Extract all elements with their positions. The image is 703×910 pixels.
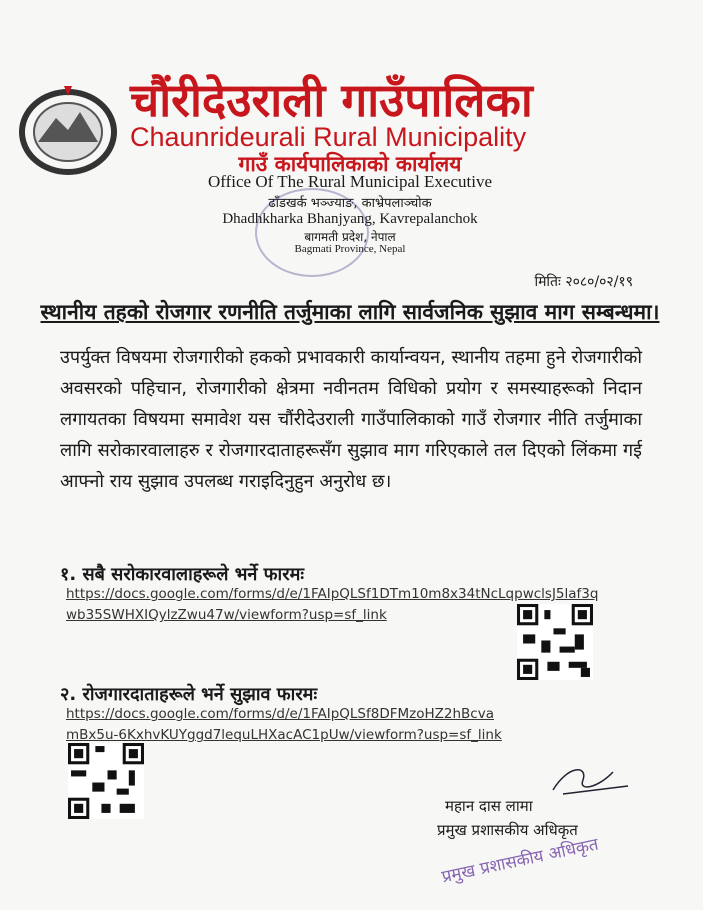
address-nepali: ढाँडखर्क भञ्ज्याङ, काभ्रेपलाञ्चोक bbox=[268, 196, 432, 211]
signatory-title: प्रमुख प्रशासकीय अधिकृत bbox=[437, 821, 578, 839]
employer-form-link[interactable]: https://docs.google.com/forms/d/e/1FAIpQLSf8DFMzoHZ2hBcvamBx5u-6KxhvKUYggd7lequLHXacAC1pUw/viewform?usp=sf_link bbox=[66, 706, 502, 743]
municipality-name-nepali: चौंरीदेउराली गाउँपालिका bbox=[130, 73, 533, 127]
title-stamp: प्रमुख प्रशासकीय अधिकृत bbox=[439, 834, 601, 888]
qr-code bbox=[68, 743, 144, 819]
signatory-name: महान दास लामा bbox=[445, 797, 533, 815]
section-heading-employers: २. रोजगारदाताहरूले भर्ने सुझाव फारमः bbox=[60, 684, 318, 705]
office-name-english: Office Of The Rural Municipal Executive bbox=[207, 172, 493, 191]
province-english: Bagmati Province, Nepal bbox=[294, 243, 406, 255]
letter-body: उपर्युक्त विषयमा रोजगारीको हकको प्रभावकारी कार्यान्वयन, स्थानीय तहमा हुने रोजगारीको अवसरको पहिचान, रोजगारीको क्षेत्रमा नवीनतम विधिको प्रयोग र समस्याहरूको निदान लगायतका विषयमा समावेश यस चौंरीदेउराली गाउँपालिकाको गाउँ रोजगार नीति तर्जुमाका लागि सरोकारवालाहरु र रोजगारदाताहरूसँग सुझाव माग गरिएकाले तल दिएको लिंकमा गई आफ्नो राय सुझाव उपलब्ध गराइदिनुहुन अनुरोध छ। bbox=[60, 347, 643, 492]
office-seal bbox=[255, 188, 369, 277]
address-english: Dhadhkharka Bhanjyang, Kavrepalanchok bbox=[222, 211, 478, 227]
municipality-name-english: Chaunrideurali Rural Municipality bbox=[130, 122, 527, 152]
office-name-nepali: गाउँ कार्यपालिकाको कार्यालय bbox=[238, 152, 462, 176]
province-nepali: बागमती प्रदेश, नेपाल bbox=[304, 230, 396, 244]
qr-code bbox=[517, 604, 593, 680]
signature bbox=[543, 760, 633, 800]
stakeholder-form-link[interactable]: https://docs.google.com/forms/d/e/1FAIpQLSf1DTm10m8x34tNcLqpwclsJ5laf3qwb35SWHXIQylzZwu47w/viewform?usp=sf_link bbox=[66, 586, 599, 623]
letter-date: मितिः २०८०/०२/१९ bbox=[534, 274, 633, 290]
letter-subject: स्थानीय तहको रोजगार रणनीति तर्जुमाका लागि सार्वजनिक सुझाव माग सम्बन्धमा। bbox=[40, 300, 660, 324]
municipality-emblem bbox=[14, 82, 122, 177]
section-heading-stakeholders: १. सबै सरोकारवालाहरूले भर्ने फारमः bbox=[60, 564, 304, 585]
